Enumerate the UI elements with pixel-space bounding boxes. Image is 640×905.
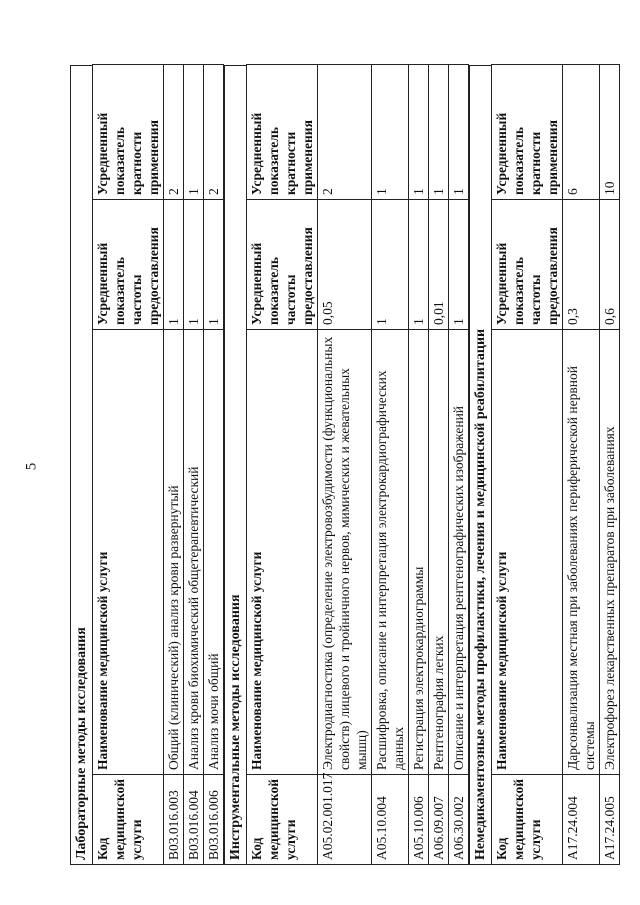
row-multiplicity: 10 [600, 65, 620, 200]
table-row [204, 65, 224, 865]
header-frequency: Усредненный показатель частоты предоставления [93, 200, 164, 330]
row-code: B03.016.004 [184, 775, 204, 865]
row-frequency: 0,01 [429, 200, 449, 330]
row-frequency: 1 [164, 200, 184, 330]
table-header-row [93, 65, 164, 865]
page-number: 5 [23, 462, 40, 471]
table-row [429, 65, 449, 865]
row-frequency: 0,3 [563, 200, 600, 330]
row-frequency: 0,6 [600, 200, 620, 330]
header-multiplicity: Усредненный показатель кратности применения [247, 65, 318, 200]
row-name: Регистрация электрокардиограммы [409, 330, 429, 775]
row-code: A05.10.006 [409, 775, 429, 865]
instrumental-table [246, 64, 469, 865]
document-content [70, 65, 617, 865]
row-multiplicity: 1 [409, 65, 429, 200]
header-frequency: Усредненный показатель частоты предоставления [492, 200, 563, 330]
row-name: Общий (клинический) анализ крови развернутый [164, 330, 184, 775]
row-code: A17.24.005 [600, 775, 620, 865]
header-code: Код медицинской услуги [247, 775, 318, 865]
row-multiplicity: 1 [429, 65, 449, 200]
table-row [409, 65, 429, 865]
row-name: Анализ крови биохимический общетерапевтический [184, 330, 204, 775]
table-row [184, 65, 204, 865]
table-row [449, 65, 469, 865]
row-multiplicity: 2 [164, 65, 184, 200]
section-title-lab: Лабораторные методы исследования [70, 65, 92, 865]
header-frequency: Усредненный показатель частоты предоставления [247, 200, 318, 330]
row-frequency: 1 [372, 200, 409, 330]
row-frequency: 1 [409, 200, 429, 330]
row-name: Дарсонвализация местная при заболеваниях периферической нервной системы [563, 330, 600, 775]
row-frequency: 1 [184, 200, 204, 330]
header-multiplicity: Усредненный показатель кратности применения [492, 65, 563, 200]
row-multiplicity: 1 [184, 65, 204, 200]
row-multiplicity: 1 [372, 65, 409, 200]
section-title-instrumental: Инструментальные методы исследования [224, 65, 246, 865]
row-multiplicity: 6 [563, 65, 600, 200]
row-code: B03.016.006 [204, 775, 224, 865]
row-name: Электродиагностика (определение электровозбудимости (функциональных свойств) лицевого и тройничного нервов, мимических и жевательных мышц) [318, 330, 372, 775]
table-row [563, 65, 600, 865]
row-name: Расшифровка, описание и интерпретация электрокардиографических данных [372, 330, 409, 775]
row-frequency: 1 [204, 200, 224, 330]
row-code: A17.24.004 [563, 775, 600, 865]
row-frequency: 1 [449, 200, 469, 330]
table-header-row [247, 65, 318, 865]
row-multiplicity: 2 [204, 65, 224, 200]
header-name: Наименование медицинской услуги [247, 330, 318, 775]
table-header-row [492, 65, 563, 865]
section-title-non-drug: Немедикаментозные методы профилактики, лечения и медицинской реабилитации [469, 65, 491, 865]
table-row [600, 65, 620, 865]
header-code: Код медицинской услуги [93, 775, 164, 865]
header-multiplicity: Усредненный показатель кратности применения [93, 65, 164, 200]
row-name: Анализ мочи общий [204, 330, 224, 775]
row-code: A06.30.002 [449, 775, 469, 865]
row-code: A06.09.007 [429, 775, 449, 865]
row-code: A05.02.001.017 [318, 775, 372, 865]
header-name: Наименование медицинской услуги [93, 330, 164, 775]
lab-table [92, 64, 224, 865]
row-multiplicity: 1 [449, 65, 469, 200]
row-frequency: 0,05 [318, 200, 372, 330]
row-name: Электрофорез лекарственных препаратов при заболеваниях [600, 330, 620, 775]
row-multiplicity: 2 [318, 65, 372, 200]
row-name: Рентгенография легких [429, 330, 449, 775]
non-drug-table [491, 64, 620, 865]
table-row [164, 65, 184, 865]
row-name: Описание и интерпретация рентгенографических изображений [449, 330, 469, 775]
table-row [318, 65, 372, 865]
header-code: Код медицинской услуги [492, 775, 563, 865]
row-code: B03.016.003 [164, 775, 184, 865]
table-row [372, 65, 409, 865]
row-code: A05.10.004 [372, 775, 409, 865]
header-name: Наименование медицинской услуги [492, 330, 563, 775]
